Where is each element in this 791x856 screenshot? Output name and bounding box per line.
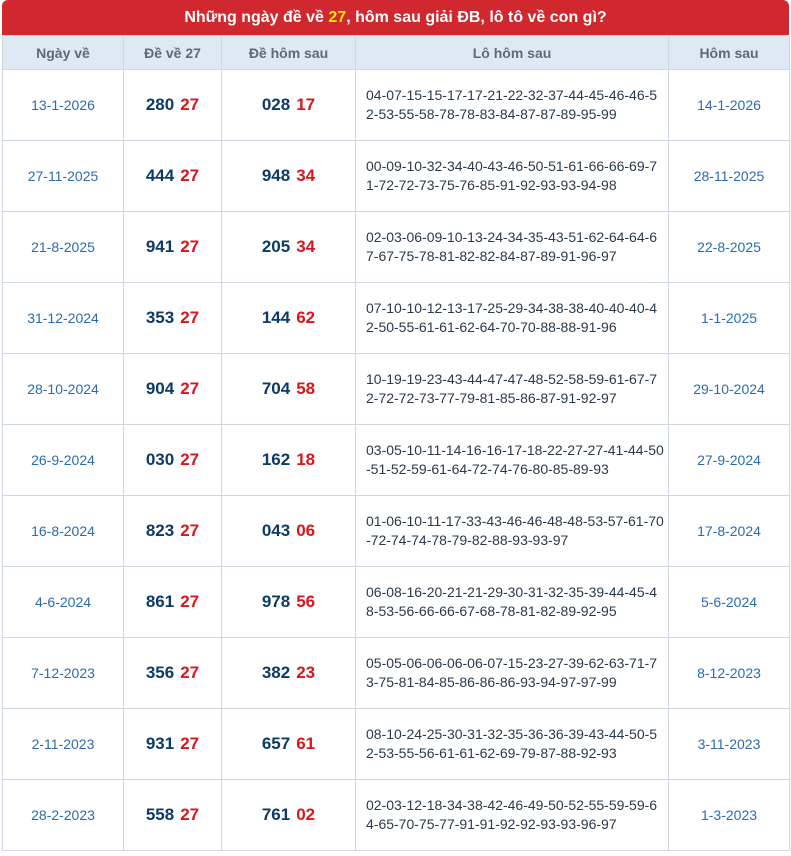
table-body [3,70,790,851]
de-hom-sau-prefix: 704 [261,379,291,398]
de-hom-sau-cell [222,212,356,283]
page-title [2,0,789,35]
lo-hom-sau-cell: 06-08-16-20-21-21-29-30-31-32-35-39-44-45-48-53-56-66-66-67-68-78-81-82-89-92-95 [356,567,669,638]
de-hom-sau-prefix: 028 [261,95,291,114]
de-ve-prefix: 931 [145,734,175,753]
next-date-link[interactable]: 17-8-2024 [669,496,790,567]
next-date-link[interactable]: 5-6-2024 [669,567,790,638]
results-panel [2,0,789,851]
lo-hom-sau-cell: 07-10-10-12-13-17-25-29-34-38-38-40-40-40-42-50-55-61-61-62-64-70-70-88-88-91-96 [356,283,669,354]
de-ve-number: 27 [180,237,200,256]
de-ve-number: 27 [180,450,200,469]
de-hom-sau-prefix: 761 [261,805,291,824]
header-de-hom-sau: Đề hôm sau [222,36,356,70]
de-hom-sau-cell [222,496,356,567]
table-row [3,141,790,212]
table-row [3,354,790,425]
de-ve-cell [124,141,222,212]
next-date-link[interactable]: 14-1-2026 [669,70,790,141]
de-ve-cell [124,212,222,283]
de-ve-prefix: 280 [145,95,175,114]
lo-hom-sau-cell: 02-03-06-09-10-13-24-34-35-43-51-62-64-64-67-67-75-78-81-82-82-84-87-89-91-96-97 [356,212,669,283]
date-link[interactable]: 4-6-2024 [3,567,124,638]
date-link[interactable]: 28-10-2024 [3,354,124,425]
date-link[interactable]: 16-8-2024 [3,496,124,567]
de-hom-sau-number: 34 [296,166,316,185]
table-row [3,709,790,780]
de-ve-prefix: 356 [145,663,175,682]
title-highlight-number: 27 [328,9,347,26]
de-ve-prefix: 444 [145,166,175,185]
title-prefix: Những ngày đề về [184,9,329,26]
date-link[interactable]: 28-2-2023 [3,780,124,851]
de-ve-prefix: 941 [145,237,175,256]
date-link[interactable]: 26-9-2024 [3,425,124,496]
header-ngay-ve: Ngày về [3,36,124,70]
de-hom-sau-number: 56 [296,592,316,611]
de-ve-cell [124,425,222,496]
next-date-link[interactable]: 29-10-2024 [669,354,790,425]
date-link[interactable]: 13-1-2026 [3,70,124,141]
de-hom-sau-prefix: 978 [261,592,291,611]
table-row [3,780,790,851]
de-hom-sau-prefix: 382 [261,663,291,682]
de-ve-prefix: 030 [145,450,175,469]
de-hom-sau-cell [222,780,356,851]
de-ve-cell [124,496,222,567]
de-hom-sau-number: 17 [296,95,316,114]
de-hom-sau-number: 34 [296,237,316,256]
de-hom-sau-number: 02 [296,805,316,824]
header-hom-sau: Hôm sau [669,36,790,70]
de-ve-number: 27 [180,308,200,327]
date-link[interactable]: 21-8-2025 [3,212,124,283]
de-ve-cell [124,567,222,638]
next-date-link[interactable]: 1-1-2025 [669,283,790,354]
de-ve-prefix: 904 [145,379,175,398]
de-hom-sau-prefix: 162 [261,450,291,469]
lo-hom-sau-cell: 05-05-06-06-06-06-07-15-23-27-39-62-63-71-73-75-81-84-85-86-86-86-93-94-97-97-99 [356,638,669,709]
de-ve-number: 27 [180,95,200,114]
table-row [3,496,790,567]
lo-hom-sau-cell: 02-03-12-18-34-38-42-46-49-50-52-55-59-59-64-65-70-75-77-91-91-92-92-93-93-96-97 [356,780,669,851]
de-ve-number: 27 [180,663,200,682]
table-row [3,212,790,283]
de-hom-sau-prefix: 144 [261,308,291,327]
de-ve-number: 27 [180,592,200,611]
header-lo-hom-sau: Lô hôm sau [356,36,669,70]
date-link[interactable]: 31-12-2024 [3,283,124,354]
next-date-link[interactable]: 22-8-2025 [669,212,790,283]
de-hom-sau-cell [222,141,356,212]
next-date-link[interactable]: 3-11-2023 [669,709,790,780]
header-de-ve: Đề về 27 [124,36,222,70]
de-ve-prefix: 823 [145,521,175,540]
next-date-link[interactable]: 8-12-2023 [669,638,790,709]
de-ve-cell [124,354,222,425]
de-hom-sau-cell [222,70,356,141]
next-date-link[interactable]: 28-11-2025 [669,141,790,212]
date-link[interactable]: 27-11-2025 [3,141,124,212]
de-ve-number: 27 [180,734,200,753]
de-hom-sau-prefix: 205 [261,237,291,256]
de-ve-cell [124,780,222,851]
de-ve-cell [124,70,222,141]
de-hom-sau-cell [222,567,356,638]
de-hom-sau-prefix: 043 [261,521,291,540]
de-ve-number: 27 [180,805,200,824]
title-suffix: , hôm sau giải ĐB, lô tô về con gì? [346,9,607,26]
results-table [2,35,790,851]
de-hom-sau-number: 61 [296,734,316,753]
table-header-row [3,36,790,70]
de-ve-number: 27 [180,166,200,185]
lo-hom-sau-cell: 00-09-10-32-34-40-43-46-50-51-61-66-66-69-71-72-72-73-75-76-85-91-92-93-93-94-98 [356,141,669,212]
de-ve-cell [124,709,222,780]
de-hom-sau-cell [222,354,356,425]
date-link[interactable]: 7-12-2023 [3,638,124,709]
lo-hom-sau-cell: 10-19-19-23-43-44-47-47-48-52-58-59-61-67-72-72-72-73-77-79-81-85-86-87-91-92-97 [356,354,669,425]
de-hom-sau-number: 06 [296,521,316,540]
de-hom-sau-cell [222,425,356,496]
lo-hom-sau-cell: 03-05-10-11-14-16-16-17-18-22-27-27-41-44-50-51-52-59-61-64-72-74-76-80-85-89-93 [356,425,669,496]
table-row [3,283,790,354]
de-hom-sau-cell [222,709,356,780]
de-hom-sau-number: 58 [296,379,316,398]
de-ve-prefix: 861 [145,592,175,611]
lo-hom-sau-cell: 01-06-10-11-17-33-43-46-46-48-48-53-57-61-70-72-74-74-78-79-82-88-93-93-97 [356,496,669,567]
de-ve-number: 27 [180,521,200,540]
date-link[interactable]: 2-11-2023 [3,709,124,780]
de-ve-number: 27 [180,379,200,398]
table-row [3,70,790,141]
de-hom-sau-number: 23 [296,663,316,682]
lo-hom-sau-cell: 04-07-15-15-17-17-21-22-32-37-44-45-46-46-52-53-55-58-78-78-83-84-87-87-89-95-99 [356,70,669,141]
de-hom-sau-cell [222,638,356,709]
table-row [3,425,790,496]
de-hom-sau-prefix: 948 [261,166,291,185]
de-ve-cell [124,638,222,709]
de-ve-cell [124,283,222,354]
lo-hom-sau-cell: 08-10-24-25-30-31-32-35-36-36-39-43-44-50-52-53-55-56-61-61-62-69-79-87-88-92-93 [356,709,669,780]
table-row [3,567,790,638]
table-row [3,638,790,709]
de-hom-sau-prefix: 657 [261,734,291,753]
de-hom-sau-number: 62 [296,308,316,327]
next-date-link[interactable]: 27-9-2024 [669,425,790,496]
de-ve-prefix: 353 [145,308,175,327]
de-hom-sau-cell [222,283,356,354]
de-hom-sau-number: 18 [296,450,316,469]
de-ve-prefix: 558 [145,805,175,824]
next-date-link[interactable]: 1-3-2023 [669,780,790,851]
